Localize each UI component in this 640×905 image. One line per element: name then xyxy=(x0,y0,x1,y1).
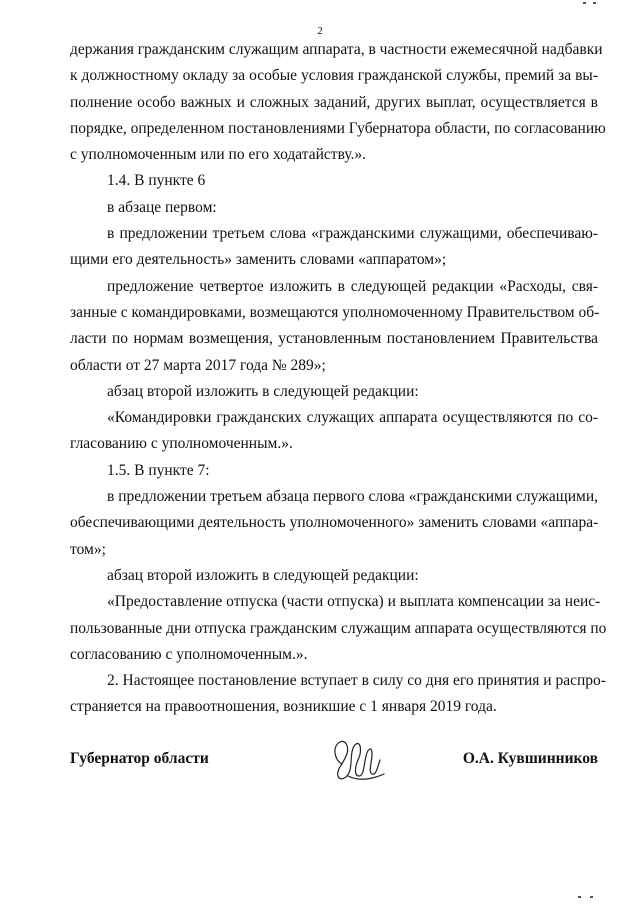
text-line: том»; xyxy=(70,540,106,558)
signature-block xyxy=(70,738,598,788)
text-line: к должностному окладу за особые условия гражданской службы, премий за вы- xyxy=(70,67,598,85)
text-line: абзац второй изложить в следующей редакции: xyxy=(107,566,419,584)
text-line: «Командировки гражданских служащих аппарата осуществляются по со- xyxy=(107,409,598,427)
text-line: предложение четвертое изложить в следующей редакции «Расходы, свя- xyxy=(107,277,598,295)
text-line: 1.5. В пункте 7: xyxy=(107,461,210,479)
text-line: полнение особо важных и сложных заданий, других выплат, осуществляется в xyxy=(70,93,598,111)
signatory-name: О.А. Кувшинников xyxy=(462,750,598,767)
scan-mark xyxy=(590,896,593,898)
text-line: согласованию с уполномоченным.». xyxy=(70,645,308,663)
text-line: 2. Настоящее постановление вступает в силу со дня его принятия и распро- xyxy=(107,672,606,690)
scan-mark xyxy=(593,2,596,4)
text-line: «Предоставление отпуска (части отпуска) и выплата компенсации за неис- xyxy=(107,593,601,611)
text-line: занные с командировками, возмещаются уполномоченному Правительством об- xyxy=(70,303,600,321)
text-line: держания гражданским служащим аппарата, в частности ежемесячной надбавки xyxy=(70,41,603,58)
text-line: пользованные дни отпуска гражданским служащим аппарата осуществляются по xyxy=(70,619,607,637)
text-line: 1.4. В пункте 6 xyxy=(107,172,206,190)
document-body xyxy=(70,37,607,721)
scan-mark xyxy=(578,896,581,898)
text-line: области от 27 марта 2017 года № 289»; xyxy=(70,356,326,374)
text-line: с уполномоченным или по его ходатайству.». xyxy=(70,146,367,164)
scan-mark xyxy=(583,2,586,4)
text-line: в предложении третьем абзаца первого слова «гражданскими служащими, xyxy=(107,488,598,506)
text-line: щими его деятельность» заменить словами «аппаратом»; xyxy=(70,251,447,269)
text-line: абзац второй изложить в следующей редакции: xyxy=(107,382,419,400)
handwritten-signature-icon xyxy=(328,734,390,786)
signatory-title: Губернатор области xyxy=(70,750,209,767)
text-line: страняется на правоотношения, возникшие с 1 января 2019 года. xyxy=(70,698,497,716)
text-line: гласованию с уполномоченным.». xyxy=(70,435,293,453)
text-line: ласти по нормам возмещения, установленным постановлением Правительства xyxy=(70,330,598,348)
text-line: обеспечивающими деятельность уполномоченного» заменить словами «аппара- xyxy=(70,514,599,532)
text-line: в предложении третьем слова «гражданскими служащими, обеспечиваю- xyxy=(107,225,598,243)
page-number: 2 xyxy=(317,25,323,37)
text-line: в абзаце первом: xyxy=(107,198,217,216)
text-line: порядке, определенном постановлениями Губернатора области, по согласованию xyxy=(70,119,606,137)
